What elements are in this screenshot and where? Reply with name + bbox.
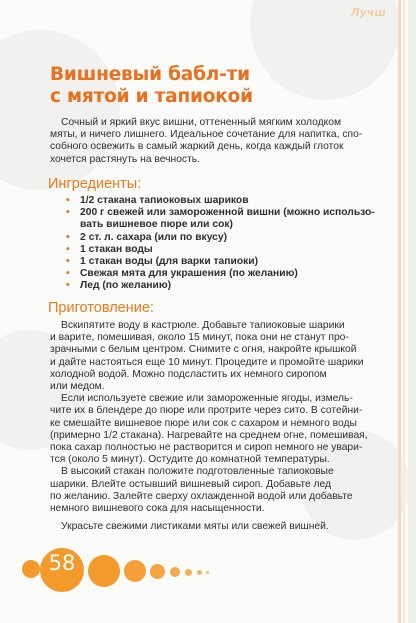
- text-line: Если используете свежие или замороженные ягоды, измель-: [61, 393, 353, 405]
- ingredient-text: 2 ст. л. сахара (или по вкусу): [80, 231, 228, 243]
- bullet-icon: •: [66, 195, 70, 206]
- intro-line: собного освежить в самый жаркий день, когда каждый глоток: [50, 141, 344, 153]
- intro-line: мяты, и ничего лишнего. Идеальное сочетание для напитка, спо-: [50, 129, 363, 141]
- text-line: немного вишневого сока для насыщенности.: [50, 503, 265, 515]
- text-line: Украсьте свежими листиками мяты или свежей вишней.: [61, 521, 329, 533]
- text-line: холодной водой. Можно подсластить их немного сиропом: [50, 368, 327, 380]
- page-number: 58: [48, 551, 76, 575]
- text-line: (примерно 1/2 стакана). Нагревайте на среднем огне, помешивая,: [50, 429, 368, 441]
- ingredient-item: [64, 207, 384, 231]
- text-line: тся (около 5 минут). Остудите до комнатной температуры.: [50, 454, 330, 466]
- ingredient-item: [64, 244, 384, 256]
- preparation-paragraph: [50, 466, 380, 515]
- text-line: Вскипятите воду в кастрюле. Добавьте тапиоковые шарики: [61, 320, 345, 331]
- ingredient-text: 200 г свежей или замороженной вишни (можно использо-: [80, 207, 375, 219]
- intro-line: Сочный и яркий вкус вишни, оттененный мягким холодком: [61, 117, 342, 128]
- text-line: шарики. Влейте остывший вишневый сироп. Добавьте лед: [50, 478, 332, 490]
- ingredients-list: [64, 195, 384, 293]
- bullet-icon: •: [66, 243, 70, 255]
- preparation-heading: Приготовление:: [48, 300, 154, 316]
- preparation-paragraph: [50, 393, 380, 466]
- preparation-text: [50, 320, 380, 533]
- ingredient-item: [64, 232, 384, 244]
- decor-dot: [124, 560, 146, 582]
- text-line: и варите, помешивая, около 15 минут, пока они не станут про-: [50, 332, 349, 344]
- intro-paragraph: [50, 117, 380, 166]
- decor-dot: [150, 564, 165, 579]
- decor-dot: [206, 571, 209, 574]
- bullet-icon: •: [66, 268, 70, 280]
- ingredient-item: [64, 256, 384, 268]
- text-line: или медом.: [50, 381, 105, 393]
- text-line: зрачными с белым центром. Снимите с огня, накройте крышкой: [50, 344, 357, 356]
- decor-dot: [185, 569, 192, 576]
- bullet-icon: •: [66, 207, 70, 219]
- decor-dot: [170, 567, 180, 577]
- bullet-icon: •: [66, 231, 70, 243]
- text-line: по желанию. Залейте сверху охлажденной водой или добавьте: [50, 490, 353, 502]
- text-line: ке смешайте вишневое пюре или сок с сахаром и немного воды: [50, 417, 357, 429]
- preparation-paragraph: [50, 320, 380, 393]
- decor-dot: [88, 555, 120, 587]
- running-head: Лучш: [350, 6, 386, 19]
- decor-dot: [197, 570, 202, 575]
- ingredient-text: вать вишневое пюре или сок): [80, 219, 233, 231]
- recipe-title: [50, 64, 370, 108]
- title-line: Вишневый бабл-ти: [50, 64, 250, 85]
- title-line: с мятой и тапиокой: [50, 86, 253, 107]
- text-line: и дайте настояться еще 10 минут. Процедите и промойте шарики: [50, 356, 364, 368]
- ingredient-item: [64, 268, 384, 280]
- edge-stripe: [398, 0, 401, 623]
- ingredient-text: Лед (по желанию): [80, 280, 172, 292]
- text-line: чите их в блендере до пюре или протрите через сито. В сотейни-: [50, 405, 363, 417]
- text-line: В высокий стакан положите подготовленные тапиоковые: [61, 466, 334, 478]
- preparation-paragraph: [50, 521, 380, 533]
- ingredient-text: 1 стакан воды: [80, 243, 153, 255]
- edge-stripe: [403, 0, 405, 623]
- text-line: пока сахар полностью не растворится и сироп немного не увари-: [50, 442, 363, 454]
- edge-stripe: [408, 0, 416, 623]
- ingredient-item: [64, 195, 384, 207]
- ingredient-text: Свежая мята для украшения (по желанию): [80, 268, 298, 280]
- ingredient-text: 1/2 стакана тапиоковых шариков: [80, 195, 249, 206]
- ingredient-text: 1 стакан воды (для варки тапиоки): [80, 256, 259, 268]
- ingredients-heading: Ингредиенты:: [48, 176, 142, 192]
- ingredient-item: [64, 280, 384, 292]
- decor-dot: [22, 560, 40, 578]
- background-blob: [0, 30, 120, 190]
- bullet-icon: •: [66, 280, 70, 292]
- intro-line: хочется растянуть на вечность.: [50, 153, 201, 165]
- bullet-icon: •: [66, 256, 70, 268]
